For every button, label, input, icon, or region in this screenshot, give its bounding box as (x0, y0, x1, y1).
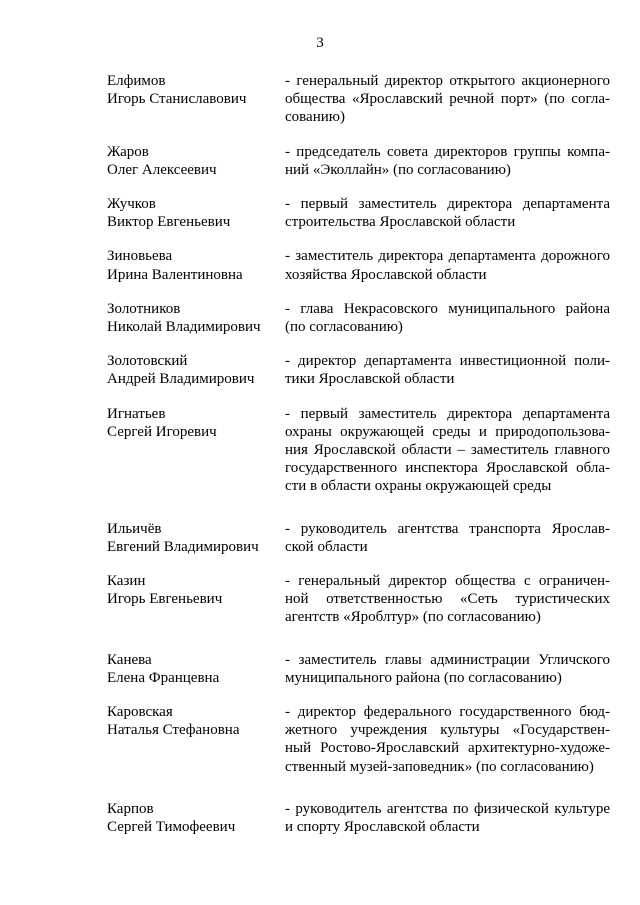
given-names: Елена Францевна (107, 669, 220, 686)
position-line: тики Ярославской области (285, 371, 455, 388)
member-name (107, 247, 285, 283)
surname: Жаров (107, 143, 149, 160)
member-name (107, 143, 285, 179)
member-entry (107, 300, 610, 336)
position-line: агентств «Яроблтур» (по согласованию) (285, 609, 541, 626)
given-names: Сергей Тимофеевич (107, 819, 236, 836)
given-names: Николай Владимирович (107, 319, 261, 336)
position-line: ской области (285, 538, 368, 555)
member-name (107, 72, 285, 127)
position-line: хозяйства Ярославской области (285, 266, 487, 283)
member-entry (107, 195, 610, 231)
member-list (107, 72, 610, 836)
member-name (107, 800, 285, 836)
member-entry (107, 651, 610, 687)
member-entry (107, 247, 610, 283)
member-name (107, 651, 285, 687)
position-line: муниципального района (по согласованию) (285, 669, 562, 686)
member-name (107, 572, 285, 627)
member-position (285, 352, 610, 388)
member-name (107, 352, 285, 388)
given-names: Евгений Владимирович (107, 538, 259, 555)
member-position (285, 247, 610, 283)
surname: Зиновьева (107, 248, 173, 265)
position-line: сованию) (285, 109, 345, 126)
page-number: 3 (316, 35, 324, 51)
position-line: - директор федерального государственного бюд- (285, 704, 610, 721)
surname: Золотников (107, 300, 181, 317)
member-entry (107, 405, 610, 496)
position-line: (по согласованию) (285, 319, 403, 336)
surname: Ильичёв (107, 520, 162, 537)
position-line: строительства Ярославской области (285, 214, 516, 231)
member-position (285, 572, 610, 627)
member-position (285, 520, 610, 556)
member-position (285, 405, 610, 496)
position-line: - заместитель главы администрации Угличского (285, 651, 610, 668)
position-line: и спорту Ярославской области (285, 819, 480, 836)
position-line: государственного инспектора Ярославской обла- (285, 460, 610, 477)
member-position (285, 300, 610, 336)
surname: Казин (107, 573, 146, 590)
given-names: Виктор Евгеньевич (107, 214, 231, 231)
member-name (107, 405, 285, 496)
member-position (285, 651, 610, 687)
position-line: ный Ростово-Ярославский архитектурно-художе- (285, 740, 610, 757)
given-names: Сергей Игоревич (107, 423, 217, 440)
position-line: сти в области охраны окружающей среды (285, 478, 552, 495)
member-position (285, 143, 610, 179)
member-entry (107, 520, 610, 556)
position-line: - руководитель агентства транспорта Ярослав- (285, 520, 610, 537)
member-position (285, 72, 610, 127)
given-names: Игорь Евгеньевич (107, 591, 223, 608)
member-name (107, 300, 285, 336)
given-names: Игорь Станиславович (107, 91, 247, 108)
surname: Каровская (107, 704, 173, 721)
member-entry (107, 352, 610, 388)
member-position (285, 800, 610, 836)
position-line: - руководитель агентства по физической культуре (285, 800, 610, 817)
position-line: - директор департамента инвестиционной поли- (285, 353, 610, 370)
member-entry (107, 72, 610, 127)
position-line: - генеральный директор открытого акционерного (285, 73, 610, 89)
position-line: - председатель совета директоров группы компа- (285, 143, 610, 160)
given-names: Ирина Валентиновна (107, 266, 243, 283)
position-line: - первый заместитель директора департамента (285, 196, 610, 213)
given-names: Олег Алексеевич (107, 161, 217, 178)
position-line: - первый заместитель директора департамента (285, 405, 610, 422)
member-entry (107, 143, 610, 179)
given-names: Наталья Стефановна (107, 722, 240, 739)
member-name (107, 703, 285, 776)
member-entry (107, 572, 610, 627)
position-line: жетного учреждения культуры «Государствен- (285, 722, 610, 739)
position-line: ственный музей-заповедник» (по согласованию) (285, 758, 594, 775)
position-line: общества «Ярославский речной порт» (по согла- (285, 91, 610, 108)
surname: Канева (107, 651, 152, 668)
member-entry (107, 703, 610, 776)
member-name (107, 520, 285, 556)
position-line: - генеральный директор общества с ограничен- (285, 573, 610, 590)
position-line: ния Ярославской области – заместитель главного (285, 442, 610, 459)
member-position (285, 703, 610, 776)
position-line: охраны окружающей среды и природопользова- (285, 423, 610, 440)
position-line: - глава Некрасовского муниципального района (285, 300, 610, 317)
surname: Карпов (107, 800, 154, 817)
member-name (107, 195, 285, 231)
surname: Золотовский (107, 353, 188, 370)
surname: Жучков (107, 196, 156, 213)
surname: Елфимов (107, 73, 166, 89)
given-names: Андрей Владимирович (107, 371, 255, 388)
position-line: ний «Эколлайн» (по согласованию) (285, 161, 511, 178)
member-entry (107, 800, 610, 836)
member-position (285, 195, 610, 231)
position-line: - заместитель директора департамента дорожного (285, 248, 610, 265)
position-line: ной ответственностью «Сеть туристических (285, 591, 610, 608)
surname: Игнатьев (107, 405, 166, 422)
